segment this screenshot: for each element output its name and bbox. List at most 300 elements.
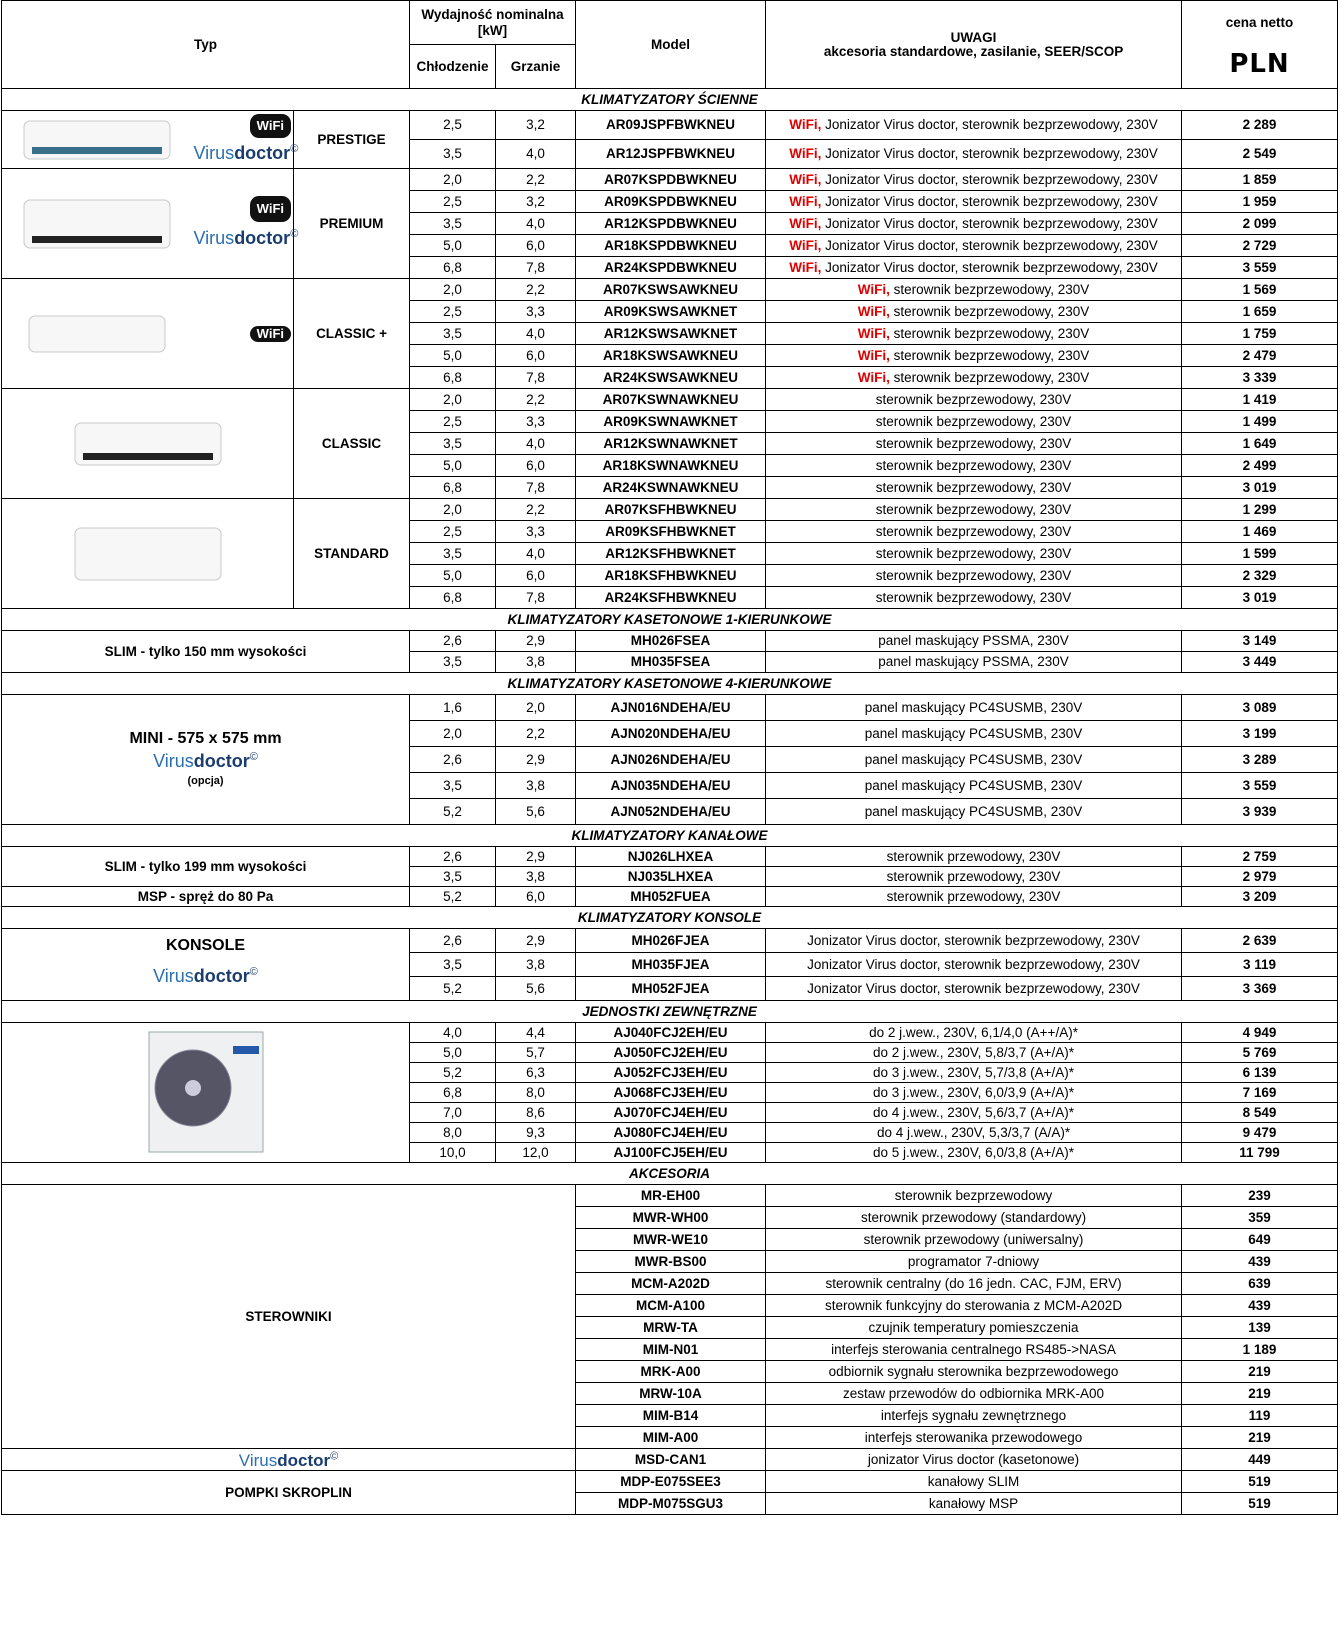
- grzanie-cell: 4,4: [496, 1023, 576, 1043]
- grzanie-cell: 3,8: [496, 953, 576, 977]
- chlodzenie-cell: 3,5: [410, 867, 496, 887]
- group-konsole-cell: [2, 929, 410, 1001]
- price-cell: 219: [1182, 1361, 1338, 1383]
- price-cell: 9 479: [1182, 1123, 1338, 1143]
- virus-mark: ©: [290, 227, 299, 240]
- uwagi-cell: sterownik bezprzewodowy, 230V: [766, 433, 1182, 455]
- table-row: [2, 1449, 1338, 1471]
- model-cell: AR18KSWNAWKNEU: [576, 455, 766, 477]
- uwagi-cell: panel maskujący PSSMA, 230V: [766, 652, 1182, 673]
- wall-unit-image: [73, 524, 223, 584]
- virus-doctor-logo: [153, 966, 258, 986]
- chlodzenie-cell: 8,0: [410, 1123, 496, 1143]
- grzanie-cell: 5,6: [496, 799, 576, 825]
- wifi-label: WiFi,: [789, 193, 826, 209]
- price-cell: 2 329: [1182, 565, 1338, 587]
- classic-image-cell: [2, 389, 294, 499]
- outdoor-image-cell: [2, 1023, 410, 1163]
- grzanie-cell: 6,0: [496, 887, 576, 907]
- model-cell: AR24KSFHBWKNEU: [576, 587, 766, 609]
- grzanie-cell: 8,0: [496, 1083, 576, 1103]
- price-cell: 3 559: [1182, 773, 1338, 799]
- chlodzenie-cell: 10,0: [410, 1143, 496, 1163]
- accessory-note-cell: sterownik centralny (do 16 jedn. CAC, FJM, ERV): [766, 1273, 1182, 1295]
- series-classic-plus: CLASSIC +: [294, 279, 410, 389]
- table-row: [2, 695, 1338, 721]
- note-text: sterownik bezprzewodowy, 230V: [893, 347, 1090, 363]
- price-cell: 2 729: [1182, 235, 1338, 257]
- price-cell: 1 759: [1182, 323, 1338, 345]
- note-text: sterownik bezprzewodowy, 230V: [893, 281, 1090, 297]
- note-text: sterownik bezprzewodowy, 230V: [893, 303, 1090, 319]
- group-mini-cell: [2, 695, 410, 825]
- price-cell: 519: [1182, 1493, 1338, 1515]
- uwagi-cell: sterownik przewodowy, 230V: [766, 867, 1182, 887]
- section-title-outdoor: JEDNOSTKI ZEWNĘTRZNE: [2, 1001, 1338, 1023]
- model-cell: MH026FJEA: [576, 929, 766, 953]
- group-slim199: SLIM - tylko 199 mm wysokości: [2, 847, 410, 887]
- note-text: sterownik bezprzewodowy, 230V: [893, 369, 1090, 385]
- section-title-cass4: KLIMATYZATORY KASETONOWE 4-KIERUNKOWE: [2, 673, 1338, 695]
- price-cell: 2 549: [1182, 140, 1338, 169]
- accessory-note-cell: sterownik bezprzewodowy: [766, 1185, 1182, 1207]
- group-msp: MSP - spręż do 80 Pa: [2, 887, 410, 907]
- chlodzenie-cell: 2,0: [410, 279, 496, 301]
- uwagi-cell: [766, 279, 1182, 301]
- chlodzenie-cell: 2,5: [410, 301, 496, 323]
- model-cell: AR18KSWSAWKNEU: [576, 345, 766, 367]
- chlodzenie-cell: 3,5: [410, 773, 496, 799]
- price-cell: 359: [1182, 1207, 1338, 1229]
- model-cell: AR07KSWNAWKNEU: [576, 389, 766, 411]
- grzanie-cell: 4,0: [496, 213, 576, 235]
- price-cell: 2 289: [1182, 111, 1338, 140]
- virus-bold: doctor: [234, 142, 291, 163]
- accessory-model-cell: MDP-M075SGU3: [576, 1493, 766, 1515]
- accessory-note-cell: programator 7-dniowy: [766, 1251, 1182, 1273]
- series-classic: CLASSIC: [294, 389, 410, 499]
- price-cell: 7 169: [1182, 1083, 1338, 1103]
- uwagi-cell: do 2 j.wew., 230V, 5,8/3,7 (A+/A)*: [766, 1043, 1182, 1063]
- price-cell: 639: [1182, 1273, 1338, 1295]
- model-cell: MH035FJEA: [576, 953, 766, 977]
- price-cell: 119: [1182, 1405, 1338, 1427]
- uwagi-cell: [766, 367, 1182, 389]
- uwagi-cell: sterownik bezprzewodowy, 230V: [766, 455, 1182, 477]
- virus-doctor-logo: [194, 228, 299, 248]
- chlodzenie-cell: 2,5: [410, 111, 496, 140]
- chlodzenie-cell: 3,5: [410, 213, 496, 235]
- section-title-wall: KLIMATYZATORY ŚCIENNE: [2, 89, 1338, 111]
- table-row: [2, 279, 1338, 301]
- chlodzenie-cell: 2,0: [410, 721, 496, 747]
- chlodzenie-cell: 2,5: [410, 411, 496, 433]
- accessory-note-cell: interfejs sygnału zewnętrznego: [766, 1405, 1182, 1427]
- chlodzenie-cell: 6,8: [410, 367, 496, 389]
- note-text: Jonizator Virus doctor, sterownik bezprzewodowy, 230V: [825, 146, 1158, 161]
- chlodzenie-cell: 5,0: [410, 235, 496, 257]
- chlodzenie-cell: 3,5: [410, 433, 496, 455]
- virus-mark: ©: [249, 750, 258, 763]
- section-title-acc: AKCESORIA: [2, 1163, 1338, 1185]
- wifi-label: WiFi,: [789, 117, 826, 132]
- header-uwagi-sub: akcesoria standardowe, zasilanie, SEER/SCOP: [823, 43, 1124, 59]
- grzanie-cell: 5,7: [496, 1043, 576, 1063]
- outdoor-unit-image: [141, 1028, 271, 1158]
- price-cell: 1 859: [1182, 169, 1338, 191]
- price-cell: 3 289: [1182, 747, 1338, 773]
- chlodzenie-cell: 4,0: [410, 1023, 496, 1043]
- table-row: [2, 929, 1338, 953]
- grzanie-cell: 2,9: [496, 747, 576, 773]
- grzanie-cell: 7,8: [496, 367, 576, 389]
- uwagi-cell: sterownik bezprzewodowy, 230V: [766, 587, 1182, 609]
- note-text: Jonizator Virus doctor, sterownik bezprzewodowy, 230V: [825, 215, 1158, 231]
- price-cell: 11 799: [1182, 1143, 1338, 1163]
- price-cell: 3 209: [1182, 887, 1338, 907]
- table-row: [2, 389, 1338, 411]
- model-cell: AR12KSPDBWKNEU: [576, 213, 766, 235]
- model-cell: AR24KSPDBWKNEU: [576, 257, 766, 279]
- section-title-cass1: KLIMATYZATORY KASETONOWE 1-KIERUNKOWE: [2, 609, 1338, 631]
- grzanie-cell: 3,2: [496, 191, 576, 213]
- accessory-note-cell: sterownik przewodowy (uniwersalny): [766, 1229, 1182, 1251]
- header-typ: Typ: [2, 1, 410, 89]
- grzanie-cell: 9,3: [496, 1123, 576, 1143]
- model-cell: AJN052NDEHA/EU: [576, 799, 766, 825]
- grzanie-cell: 3,8: [496, 867, 576, 887]
- chlodzenie-cell: 2,0: [410, 499, 496, 521]
- chlodzenie-cell: 6,8: [410, 587, 496, 609]
- chlodzenie-cell: 7,0: [410, 1103, 496, 1123]
- chlodzenie-cell: 2,5: [410, 191, 496, 213]
- table-row: [2, 673, 1338, 695]
- virus-prefix: Virus: [153, 966, 194, 986]
- price-cell: 239: [1182, 1185, 1338, 1207]
- wifi-label: WiFi,: [857, 369, 894, 385]
- model-cell: AJ080FCJ4EH/EU: [576, 1123, 766, 1143]
- price-cell: 3 119: [1182, 953, 1338, 977]
- model-cell: AJN020NDEHA/EU: [576, 721, 766, 747]
- grzanie-cell: 3,8: [496, 773, 576, 799]
- grzanie-cell: 7,8: [496, 257, 576, 279]
- price-cell: 2 979: [1182, 867, 1338, 887]
- price-list-table: [1, 0, 1338, 1515]
- series-premium: PREMIUM: [294, 169, 410, 279]
- table-row: [2, 1471, 1338, 1493]
- price-cell: 3 339: [1182, 367, 1338, 389]
- model-cell: AJ040FCJ2EH/EU: [576, 1023, 766, 1043]
- chlodzenie-cell: 6,8: [410, 1083, 496, 1103]
- grzanie-cell: 6,3: [496, 1063, 576, 1083]
- virus-bold: doctor: [234, 227, 291, 248]
- accessory-model-cell: MWR-WE10: [576, 1229, 766, 1251]
- wifi-label: WiFi,: [789, 237, 826, 253]
- uwagi-cell: [766, 111, 1182, 140]
- price-cell: 4 949: [1182, 1023, 1338, 1043]
- model-cell: AR12KSWSAWKNET: [576, 323, 766, 345]
- wall-unit-image: [22, 196, 172, 252]
- table-row: [2, 499, 1338, 521]
- wifi-label: WiFi,: [857, 325, 894, 341]
- table-row: [2, 1001, 1338, 1023]
- grzanie-cell: 3,3: [496, 411, 576, 433]
- uwagi-cell: sterownik bezprzewodowy, 230V: [766, 543, 1182, 565]
- grzanie-cell: 6,0: [496, 235, 576, 257]
- price-cell: 139: [1182, 1317, 1338, 1339]
- uwagi-cell: [766, 257, 1182, 279]
- model-cell: AR09KSWSAWKNET: [576, 301, 766, 323]
- uwagi-cell: Jonizator Virus doctor, sterownik bezprzewodowy, 230V: [766, 977, 1182, 1001]
- table-row: [2, 631, 1338, 652]
- virus-prefix: Virus: [238, 1451, 278, 1471]
- uwagi-cell: panel maskujący PSSMA, 230V: [766, 631, 1182, 652]
- table-row: [2, 609, 1338, 631]
- table-row: [2, 169, 1338, 191]
- chlodzenie-cell: 5,2: [410, 887, 496, 907]
- price-cell: 219: [1182, 1427, 1338, 1449]
- note-text: sterownik bezprzewodowy, 230V: [893, 325, 1090, 341]
- model-cell: AJN035NDEHA/EU: [576, 773, 766, 799]
- price-cell: 1 419: [1182, 389, 1338, 411]
- accessory-note-cell: odbiornik sygnału sterownika bezprzewodowego: [766, 1361, 1182, 1383]
- uwagi-cell: [766, 140, 1182, 169]
- virus-prefix: Virus: [193, 142, 235, 163]
- virus-bold: doctor: [277, 1451, 331, 1471]
- grzanie-cell: 2,2: [496, 499, 576, 521]
- section-title-console: KLIMATYZATORY KONSOLE: [2, 907, 1338, 929]
- price-cell: 2 479: [1182, 345, 1338, 367]
- price-cell: 3 089: [1182, 695, 1338, 721]
- model-cell: AR07KSPDBWKNEU: [576, 169, 766, 191]
- price-cell: 3 369: [1182, 977, 1338, 1001]
- model-cell: AJN016NDEHA/EU: [576, 695, 766, 721]
- price-cell: 5 769: [1182, 1043, 1338, 1063]
- price-cell: 1 499: [1182, 411, 1338, 433]
- header-chlodzenie: Chłodzenie: [410, 45, 496, 89]
- accessory-model-cell: MRK-A00: [576, 1361, 766, 1383]
- accessory-model-cell: MDP-E075SEE3: [576, 1471, 766, 1493]
- uwagi-cell: panel maskujący PC4SUSMB, 230V: [766, 747, 1182, 773]
- series-standard: STANDARD: [294, 499, 410, 609]
- price-cell: 3 019: [1182, 587, 1338, 609]
- uwagi-cell: panel maskujący PC4SUSMB, 230V: [766, 799, 1182, 825]
- uwagi-cell: sterownik bezprzewodowy, 230V: [766, 499, 1182, 521]
- price-cell: 3 559: [1182, 257, 1338, 279]
- accessory-note-cell: kanałowy MSP: [766, 1493, 1182, 1515]
- header-uwagi: [766, 1, 1182, 89]
- accessory-model-cell: MRW-10A: [576, 1383, 766, 1405]
- uwagi-cell: [766, 235, 1182, 257]
- wall-unit-image: [73, 419, 223, 469]
- grzanie-cell: 6,0: [496, 565, 576, 587]
- chlodzenie-cell: 1,6: [410, 695, 496, 721]
- uwagi-cell: do 5 j.wew., 230V, 6,0/3,8 (A+/A)*: [766, 1143, 1182, 1163]
- model-cell: MH026FSEA: [576, 631, 766, 652]
- accessory-model-cell: MR-EH00: [576, 1185, 766, 1207]
- model-cell: AR18KSPDBWKNEU: [576, 235, 766, 257]
- model-cell: MH052FJEA: [576, 977, 766, 1001]
- grzanie-cell: 8,6: [496, 1103, 576, 1123]
- table-row: [2, 1023, 1338, 1043]
- price-cell: 2 099: [1182, 213, 1338, 235]
- prestige-logos-cell: [192, 111, 299, 169]
- price-cell: 6 139: [1182, 1063, 1338, 1083]
- price-cell: 449: [1182, 1449, 1338, 1471]
- chlodzenie-cell: 2,5: [410, 521, 496, 543]
- price-cell: 3 939: [1182, 799, 1338, 825]
- accessory-note-cell: interfejs sterowania centralnego RS485->NASA: [766, 1339, 1182, 1361]
- chlodzenie-cell: 2,6: [410, 929, 496, 953]
- grzanie-cell: 6,0: [496, 455, 576, 477]
- grzanie-cell: 7,8: [496, 477, 576, 499]
- grzanie-cell: 2,2: [496, 169, 576, 191]
- uwagi-cell: do 2 j.wew., 230V, 6,1/4,0 (A++/A)*: [766, 1023, 1182, 1043]
- price-cell: 3 449: [1182, 652, 1338, 673]
- model-cell: AR09KSPDBWKNEU: [576, 191, 766, 213]
- group-konsole: KONSOLE: [165, 937, 246, 954]
- model-cell: AR07KSFHBWKNEU: [576, 499, 766, 521]
- wifi-label: WiFi,: [857, 303, 894, 319]
- accessory-model-cell: MSD-CAN1: [576, 1449, 766, 1471]
- chlodzenie-cell: 2,0: [410, 169, 496, 191]
- price-cell: 3 149: [1182, 631, 1338, 652]
- price-cell: 519: [1182, 1471, 1338, 1493]
- model-cell: AR24KSWSAWKNEU: [576, 367, 766, 389]
- table-row: [2, 89, 1338, 111]
- accessory-note-cell: sterownik przewodowy (standardowy): [766, 1207, 1182, 1229]
- price-cell: 439: [1182, 1295, 1338, 1317]
- virus-bold: doctor: [193, 750, 250, 771]
- uwagi-cell: do 4 j.wew., 230V, 5,3/3,7 (A/A)*: [766, 1123, 1182, 1143]
- table-row: [2, 1185, 1338, 1207]
- price-cell: 219: [1182, 1383, 1338, 1405]
- price-cell: 439: [1182, 1251, 1338, 1273]
- grzanie-cell: 3,3: [496, 521, 576, 543]
- grzanie-cell: 12,0: [496, 1143, 576, 1163]
- uwagi-cell: [766, 169, 1182, 191]
- accessory-model-cell: MWR-BS00: [576, 1251, 766, 1273]
- chlodzenie-cell: 6,8: [410, 257, 496, 279]
- price-cell: 1 569: [1182, 279, 1338, 301]
- model-cell: AJ050FCJ2EH/EU: [576, 1043, 766, 1063]
- note-text: Jonizator Virus doctor, sterownik bezprzewodowy, 230V: [825, 171, 1158, 187]
- chlodzenie-cell: 5,2: [410, 977, 496, 1001]
- chlodzenie-cell: 3,5: [410, 953, 496, 977]
- header-currency: PLN: [1229, 49, 1290, 80]
- wifi-label: WiFi,: [789, 146, 826, 161]
- model-cell: AJ100FCJ5EH/EU: [576, 1143, 766, 1163]
- note-text: Jonizator Virus doctor, sterownik bezprzewodowy, 230V: [825, 259, 1158, 275]
- grzanie-cell: 7,8: [496, 587, 576, 609]
- model-cell: AR09JSPFBWKNEU: [576, 111, 766, 140]
- accessory-model-cell: MCM-A100: [576, 1295, 766, 1317]
- uwagi-cell: [766, 323, 1182, 345]
- header-uwagi-title: UWAGI: [950, 29, 997, 45]
- wifi-badge-icon: WiFi: [250, 326, 291, 342]
- group-sterowniki: STEROWNIKI: [2, 1185, 576, 1449]
- price-cell: 1 959: [1182, 191, 1338, 213]
- accessory-model-cell: MWR-WH00: [576, 1207, 766, 1229]
- group-slim150: SLIM - tylko 150 mm wysokości: [2, 631, 410, 673]
- virus-prefix: Virus: [153, 750, 194, 771]
- model-cell: MH052FUEA: [576, 887, 766, 907]
- model-cell: AR12JSPFBWKNEU: [576, 140, 766, 169]
- accessory-note-cell: sterownik funkcyjny do sterowania z MCM-A202D: [766, 1295, 1182, 1317]
- note-text: Jonizator Virus doctor, sterownik bezprzewodowy, 230V: [825, 237, 1158, 253]
- uwagi-cell: do 3 j.wew., 230V, 5,7/3,8 (A+/A)*: [766, 1063, 1182, 1083]
- uwagi-cell: sterownik bezprzewodowy, 230V: [766, 389, 1182, 411]
- grzanie-cell: 6,0: [496, 345, 576, 367]
- classic-plus-image-cell: [2, 279, 192, 389]
- price-cell: 1 189: [1182, 1339, 1338, 1361]
- wifi-badge-icon: WiFi: [250, 196, 291, 222]
- price-cell: 1 299: [1182, 499, 1338, 521]
- chlodzenie-cell: 5,0: [410, 345, 496, 367]
- virus-mark: ©: [290, 142, 299, 155]
- standard-image-cell: [2, 499, 294, 609]
- accessory-model-cell: MRW-TA: [576, 1317, 766, 1339]
- model-cell: AR09KSFHBWKNET: [576, 521, 766, 543]
- uwagi-cell: panel maskujący PC4SUSMB, 230V: [766, 695, 1182, 721]
- price-cell: 8 549: [1182, 1103, 1338, 1123]
- table-row: [2, 111, 1338, 140]
- chlodzenie-cell: 2,6: [410, 847, 496, 867]
- model-cell: NJ026LHXEA: [576, 847, 766, 867]
- grzanie-cell: 4,0: [496, 543, 576, 565]
- wifi-label: WiFi,: [857, 281, 894, 297]
- chlodzenie-cell: 6,8: [410, 477, 496, 499]
- uwagi-cell: sterownik bezprzewodowy, 230V: [766, 565, 1182, 587]
- virus-doctor-logo: [239, 1451, 338, 1470]
- accessory-note-cell: kanałowy SLIM: [766, 1471, 1182, 1493]
- uwagi-cell: sterownik przewodowy, 230V: [766, 847, 1182, 867]
- uwagi-cell: do 4 j.wew., 230V, 5,6/3,7 (A+/A)*: [766, 1103, 1182, 1123]
- uwagi-cell: sterownik przewodowy, 230V: [766, 887, 1182, 907]
- table-row: [2, 1163, 1338, 1185]
- price-cell: 3 199: [1182, 721, 1338, 747]
- grzanie-cell: 3,8: [496, 652, 576, 673]
- grzanie-cell: 4,0: [496, 433, 576, 455]
- virus-doctor-logo: [194, 143, 299, 163]
- model-cell: AJN026NDEHA/EU: [576, 747, 766, 773]
- group-mini: MINI - 575 x 575 mm: [129, 729, 282, 747]
- uwagi-cell: sterownik bezprzewodowy, 230V: [766, 477, 1182, 499]
- uwagi-cell: do 3 j.wew., 230V, 6,0/3,9 (A+/A)*: [766, 1083, 1182, 1103]
- virus-doctor-logo: [153, 751, 258, 771]
- uwagi-cell: panel maskujący PC4SUSMB, 230V: [766, 773, 1182, 799]
- accessory-note-cell: jonizator Virus doctor (kasetonowe): [766, 1449, 1182, 1471]
- chlodzenie-cell: 3,5: [410, 543, 496, 565]
- accessory-note-cell: zestaw przewodów do odbiornika MRK-A00: [766, 1383, 1182, 1405]
- premium-image-cell: [2, 169, 192, 279]
- model-cell: NJ035LHXEA: [576, 867, 766, 887]
- price-cell: 1 659: [1182, 301, 1338, 323]
- chlodzenie-cell: 5,0: [410, 1043, 496, 1063]
- model-cell: AR18KSFHBWKNEU: [576, 565, 766, 587]
- chlodzenie-cell: 3,5: [410, 140, 496, 169]
- wifi-label: WiFi,: [789, 215, 826, 231]
- price-cell: 649: [1182, 1229, 1338, 1251]
- grzanie-cell: 4,0: [496, 140, 576, 169]
- model-cell: AR24KSWNAWKNEU: [576, 477, 766, 499]
- model-cell: AJ068FCJ3EH/EU: [576, 1083, 766, 1103]
- wifi-badge-icon: WiFi: [250, 114, 291, 138]
- header-cena: cena netto: [1182, 1, 1338, 45]
- accessory-model-cell: MCM-A202D: [576, 1273, 766, 1295]
- opcja-label: (opcja): [187, 774, 224, 787]
- uwagi-cell: panel maskujący PC4SUSMB, 230V: [766, 721, 1182, 747]
